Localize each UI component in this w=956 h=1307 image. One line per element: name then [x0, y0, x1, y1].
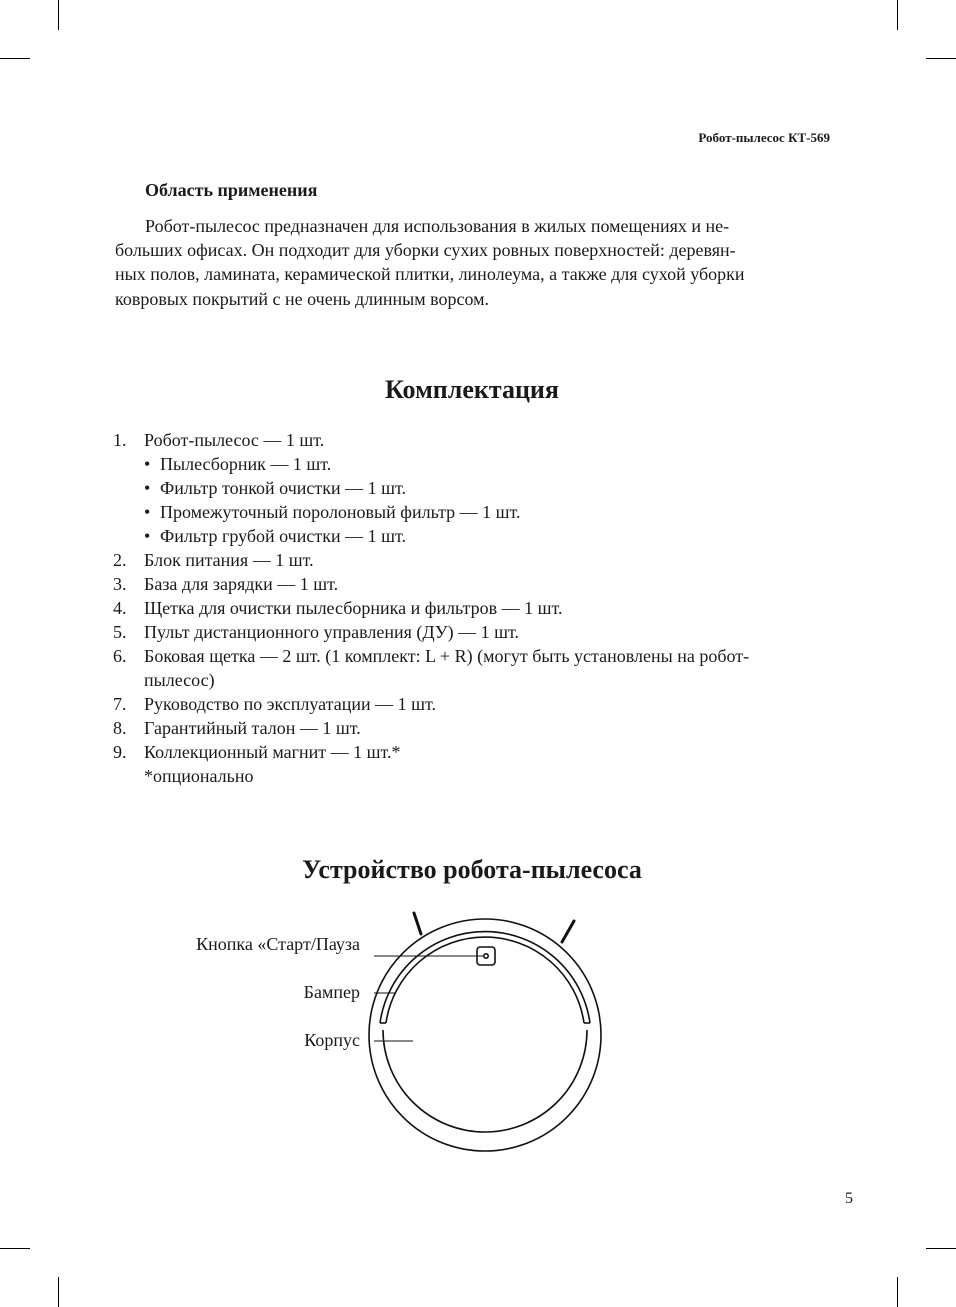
item-number: 8.	[113, 718, 127, 738]
item-text: Коллекционный магнит — 1 шт.*	[144, 742, 401, 762]
item-text: Боковая щетка — 2 шт. (1 комплект: L + R) (могут быть установлены на робот-	[144, 646, 750, 666]
item-number: 1.	[113, 430, 127, 450]
label-start-pause: Кнопка «Старт/Пауза	[196, 934, 360, 954]
scope-line: Робот-пылесос предназначен для использования в жилых помещениях и не-	[145, 216, 730, 236]
item-number: 3.	[113, 574, 127, 594]
running-header: Робот-пылесос КТ-569	[698, 130, 830, 145]
bullet-icon: •	[144, 478, 151, 498]
item-text: Гарантийный талон — 1 шт.	[144, 718, 361, 738]
bullet-icon: •	[144, 454, 151, 474]
item-text: пылесос)	[144, 670, 215, 690]
item-text: Блок питания — 1 шт.	[144, 550, 314, 570]
item-number: 5.	[113, 622, 127, 642]
page-number: 5	[845, 1190, 853, 1207]
device-heading: Устройство робота-пылесоса	[302, 855, 642, 884]
item-text: Пульт дистанционного управления (ДУ) — 1 шт.	[144, 622, 520, 642]
bumper-arc-inner	[386, 937, 584, 1023]
bullet-icon: •	[144, 502, 151, 522]
scope-heading: Область применения	[145, 180, 318, 200]
scope-line: ных полов, ламината, керамической плитки, линолеума, а также для сухой уборки	[115, 264, 745, 285]
label-body: Корпус	[304, 1030, 360, 1050]
item-text: Промежуточный поролоновый фильтр — 1 шт.	[160, 502, 521, 522]
item-text: Руководство по эксплуатации — 1 шт.	[144, 694, 436, 714]
body-arc	[383, 1030, 587, 1132]
side-brush-left-icon	[414, 913, 421, 934]
label-bumper: Бампер	[303, 982, 360, 1002]
side-brush-right-icon	[562, 921, 574, 942]
item-text: Фильтр грубой очистки — 1 шт.	[160, 526, 406, 546]
item-number: 4.	[113, 598, 127, 618]
item-number: 6.	[113, 646, 127, 666]
kit-heading: Комплектация	[385, 375, 559, 404]
item-text: Фильтр тонкой очистки — 1 шт.	[160, 478, 406, 498]
button-led-icon	[484, 954, 488, 958]
item-text: База для зарядки — 1 шт.	[144, 574, 339, 594]
item-text: Пылесборник — 1 шт.	[160, 454, 332, 474]
scope-line: ковровых покрытий с не очень длинным ворсом.	[115, 288, 489, 309]
bullet-icon: •	[144, 526, 151, 546]
item-text: Щетка для очистки пылесборника и фильтров — 1 шт.	[144, 598, 563, 618]
item-number: 7.	[113, 694, 127, 714]
item-text: Робот-пылесос — 1 шт.	[144, 430, 325, 450]
item-text: *опционально	[144, 766, 254, 786]
item-number: 2.	[113, 550, 127, 570]
item-number: 9.	[113, 742, 127, 762]
scope-line: больших офисах. Он подходит для уборки сухих ровных поверхностей: деревян-	[115, 240, 736, 261]
